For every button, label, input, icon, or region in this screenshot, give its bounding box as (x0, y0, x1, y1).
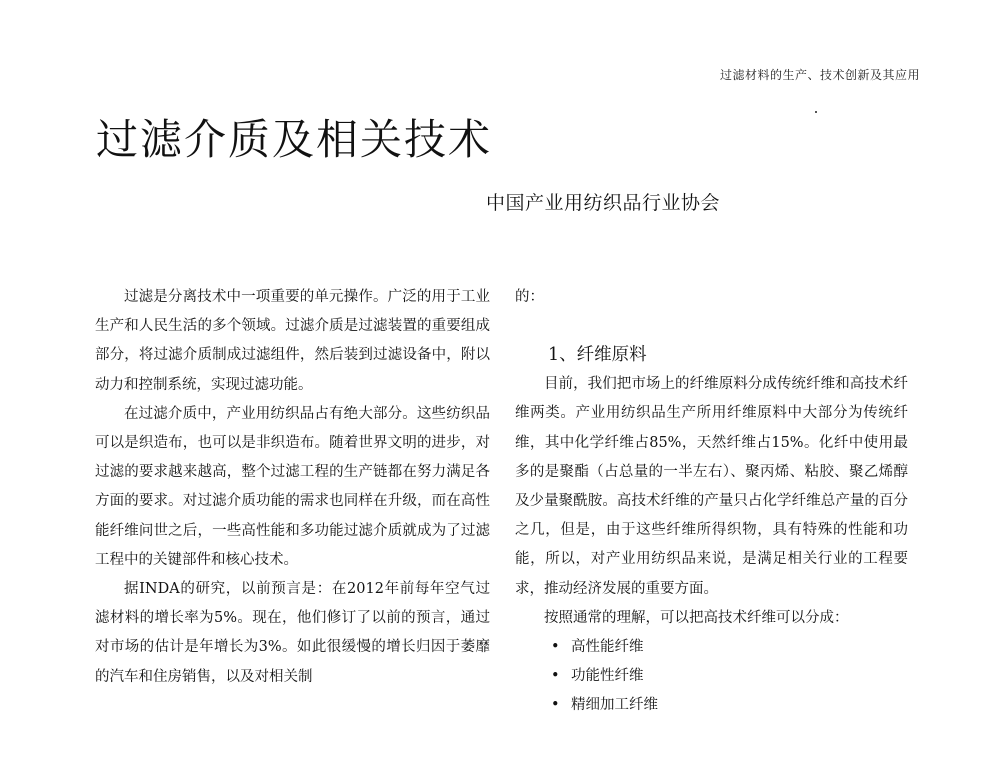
left-column (95, 283, 490, 692)
list-item-label: 高性能纤维 (571, 639, 644, 656)
body-paragraph: 在过滤介质中，产业用纺织品占有绝大部分。这些纺织品可以是织造布，也可以是非织造布。随着世界文明的进步，对过滤的要求越来越高，整个过滤工程的生产链都在努力满足各方面的要求。对过滤介质功能的需求也同样在升级，而在高性能纤维问世之后，一些高性能和多功能过滤介质就成为了过滤工程中的关键部件和核心技术。 (95, 405, 490, 568)
body-paragraph: 据INDA的研究，以前预言是：在2012年前每年空气过滤材料的增长率为5%。现在，他们修订了以前的预言，通过对市场的估计是年增长为3%。如此很缓慢的增长归因于萎靡的汽车和住房销售，以及对相关制 (95, 581, 490, 685)
body-paragraph: 目前，我们把市场上的纤维原料分成传统纤维和高技术纤维两类。产业用纺织品生产所用纤维原料中大部分为传统纤维，其中化学纤维占85%，天然纤维占15%。化纤中使用最多的是聚酯（占总量的一半左右）、聚丙烯、粘胶、聚乙烯醇及少量聚酰胺。高技术纤维的产量只占化学纤维总产量的百分之几，但是，由于这些纤维所得织物，具有特殊的性能和功能，所以，对产业用纺织品来说，是满足相关行业的工程要求，推动经济发展的重要方面。 (515, 376, 908, 597)
right-column (515, 283, 908, 721)
fiber-type-list (515, 633, 908, 721)
body-paragraph: 过滤是分离技术中一项重要的单元操作。广泛的用于工业生产和人民生活的多个领域。过滤介质是过滤装置的重要组成部分，将过滤介质制成过滤组件，然后装到过滤设备中，附以动力和控制系统，实现过滤功能。 (95, 289, 490, 393)
bullet-dot-icon: • (551, 697, 560, 714)
list-item-label: 功能性纤维 (571, 668, 644, 685)
scan-speck (815, 111, 817, 113)
list-item (515, 662, 908, 691)
article-title: 过滤介质及相关技术 (96, 115, 493, 164)
list-item (515, 633, 908, 662)
running-header: 过滤材料的生产、技术创新及其应用 (719, 68, 920, 82)
bullet-dot-icon: • (551, 668, 560, 685)
list-item-label: 精细加工纤维 (571, 697, 658, 714)
bullet-dot-icon: • (551, 639, 560, 656)
continued-text: 的： (515, 289, 544, 305)
list-item (515, 691, 908, 720)
body-paragraph: 按照通常的理解，可以把高技术纤维可以分成： (544, 609, 849, 626)
article-author: 中国产业用纺织品行业协会 (486, 192, 721, 214)
section-heading: 1、纤维原料 (548, 345, 647, 366)
